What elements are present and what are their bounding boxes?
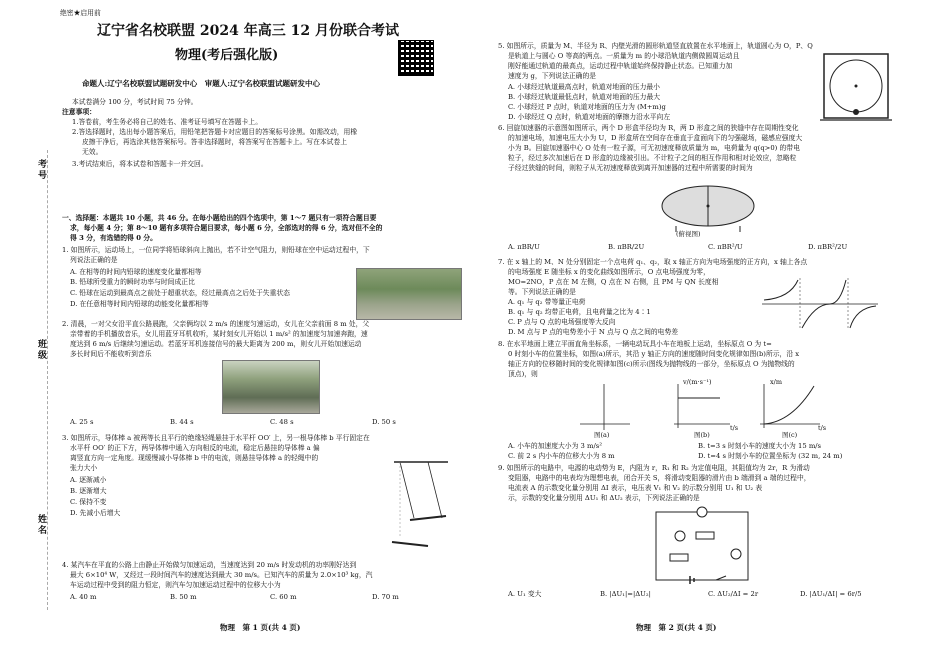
question-9-line: 电流表 A 的示数变化量分别用 ΔI 表示，电压表 V₁ 和 V₂ 的示数分别用 U₁ 和 U₂ 表 xyxy=(508,484,763,492)
question-4-option: B. 50 m xyxy=(170,593,197,601)
section-heading: 得 3 分，有选错的得 0 分。 xyxy=(70,234,157,242)
question-7-option: B. q₁ 与 q₂ 均带正电荷，且电荷量之比为 4∶1 xyxy=(508,308,651,316)
exam-title: 辽宁省名校联盟 2024 年高三 12 月份联合考试 xyxy=(97,23,399,39)
question-3-option: B. 逐渐增大 xyxy=(70,487,107,495)
question-2-option: C. 48 s xyxy=(270,418,294,426)
question-6-option: A. πBR/U xyxy=(508,243,540,251)
question-4-option: D. 70 m xyxy=(372,593,399,601)
question-6-line: 小为 B。回旋加速器中心 O 处有一粒子源，可无初速度释放质量为 m，电荷量为 q(q>0) 的带电 xyxy=(508,144,800,152)
cyclotron-caption: (俯视图) xyxy=(676,230,701,238)
question-8-option: B. t=3 s 时刻小车的速度大小为 15 m/s xyxy=(698,442,822,450)
question-7-option: A. q₁ 与 q₂ 带等量正电荷 xyxy=(508,298,586,306)
graph-b-xlabel: t/s xyxy=(730,424,739,432)
question-5-option: A. 小球经过轨道最高点时，轨道对地面的压力最小 xyxy=(508,83,660,91)
question-1-option: C. 铅球在运动到最高点之前处于超重状态，经过最高点之后处于失重状态 xyxy=(70,289,290,297)
electric-field-graph xyxy=(760,276,880,332)
question-5-option: D. 小球经过 Q 点时，轨道对地面的摩擦力沿水平向左 xyxy=(508,113,671,121)
question-6-line: 6. 回旋加速器的示意图如图所示，两个 D 形盒半径均为 R，两 D 形盒之间的狭缝中存在周期性变化 xyxy=(498,124,799,132)
question-8-option: C. 前 2 s 内小车的位移大小为 8 m xyxy=(508,452,615,460)
notes-line: 3.考试结束后，将本试卷和答题卡一并交回。 xyxy=(72,160,208,168)
exam-info: 本试卷满分 100 分，考试时间 75 分钟。 xyxy=(72,98,198,106)
question-2-line: 2. 清晨，一对父女沿平直公路晨跑，父亲俩均以 2 m/s 的速度匀速运动，女儿在父亲前面 8 m 处，父 xyxy=(62,320,370,328)
question-8-line: 8. 在水平地面上建立平面直角坐标系，一辆电动玩具小车在地板上运动，坐标原点 O 为 t= xyxy=(498,340,772,348)
side-label-name: 姓名 xyxy=(38,515,48,536)
hanging-rod-diagram xyxy=(384,456,458,554)
side-label-class: 班级 xyxy=(38,340,48,361)
question-8-option: D. t=4 s 时刻小车的位置坐标为 (32 m, 24 m) xyxy=(698,452,843,460)
notes-line: 皮擦干净后，再选涂其他答案标号。答非选择题时，将答案写在答题卡上。写在本试卷上 xyxy=(82,138,348,146)
question-1-option: B. 铅球所受重力的瞬时功率与时间成正比 xyxy=(70,278,195,286)
page-footer: 物理 第 2 页(共 4 页) xyxy=(636,623,717,632)
qr-code-icon xyxy=(398,40,434,76)
graph-b-ylabel: v/(m·s⁻¹) xyxy=(683,378,712,386)
question-9-option: B. |ΔU₁|=|ΔU₂| xyxy=(600,590,651,598)
question-9-option: D. |ΔU₁/ΔI| = 6r/5 xyxy=(800,590,862,598)
side-label-id: 考号 xyxy=(38,160,48,181)
question-5-line: 是轨道上与圆心 O 等高的两点。一质量为 m 的小球沿轨道内侧做圆周运动且 xyxy=(508,52,740,60)
question-3-option: A. 逐渐减小 xyxy=(70,476,107,484)
question-4-line: 车运动过程中受到的阻力恒定，则汽车匀加速运动过程中的位移大小为 xyxy=(70,581,281,589)
question-3-line: 水平杆 OO′ 的正下方，两导体棒中通入方向相反的电流，稳定后悬挂的导体棒 a 偏 xyxy=(70,444,320,452)
question-6-option: D. πBR²/2U xyxy=(808,243,848,251)
notes-title: 注意事项： xyxy=(62,108,96,116)
authors-line: 命题人:辽宁名校联盟试题研发中心 审题人:辽宁名校联盟试题研发中心 xyxy=(82,79,321,88)
question-3-option: C. 保持不变 xyxy=(70,498,107,506)
question-4-option: C. 60 m xyxy=(270,593,297,601)
circuit-diagram xyxy=(650,506,760,588)
motion-graphs xyxy=(570,380,830,432)
page-footer: 物理 第 1 页(共 4 页) xyxy=(220,623,301,632)
question-5-line: 5. 如图所示，质量为 M、半径为 R、内壁光滑的圆形轨道竖直放置在水平地面上，轨道圆心为 O，P、Q xyxy=(498,42,813,50)
question-1-option: A. 在相等的时间内铅球的速度变化量都相等 xyxy=(70,268,202,276)
question-5-line: 刚好能通过轨道的最高点，运动过程中轨道始终保持静止状态。已知重力加 xyxy=(508,62,733,70)
question-6-option: C. πBR²/U xyxy=(708,243,743,251)
question-9-line: 示，示数的变化量分别用 ΔU₁ 和 ΔU₂ 表示，下列说法正确的是 xyxy=(508,494,700,502)
question-5-option: B. 小球经过轨道最低点时，轨道对地面的压力最大 xyxy=(508,93,661,101)
question-8-line: 0 时刻小车的位置坐标，如图(a)所示，其沿 y 轴正方向的速度随时间变化规律如图(b)所示，沿 x xyxy=(508,350,800,358)
question-7-option: C. P 点与 Q 点的电场强度等大反向 xyxy=(508,318,616,326)
question-9-option: A. U₁ 变大 xyxy=(508,590,542,598)
question-3-line: 张力大小 xyxy=(70,464,98,472)
question-4-line: 4. 某汽车在平直的公路上由静止开始做匀加速运动，当速度达到 20 m/s 时发动机的功率刚好达到 xyxy=(62,561,357,569)
question-9-option: C. ΔU₂/ΔI = 2r xyxy=(708,590,759,598)
question-2-line: 多长时间后不能收听到音乐 xyxy=(70,350,152,358)
question-2-line: 度达到 6 m/s 后继续匀速运动。若蓝牙耳机连接信号的最大距离为 200 m，则女儿开始加速运动 xyxy=(70,340,362,348)
question-1-option: D. 在任意相等时间内铅球的动能变化量都相等 xyxy=(70,300,209,308)
graph-c-ylabel: x/m xyxy=(770,378,783,386)
section-heading: 求，每小题 4 分；第 8～10 题有多项符合题目要求，每小题 6 分，全部选对的得 6 分，选对但不全的 xyxy=(70,224,383,232)
question-9-line: 9. 如图所示的电路中，电源的电动势为 E，内阻为 r，R₁ 和 R₂ 为定值电阻，其阻值均为 2r，R 为滑动 xyxy=(498,464,810,472)
question-7-option: D. M 点与 P 点的电势差小于 N 点与 Q 点之间的电势差 xyxy=(508,328,679,336)
question-8-option: A. 小车的加速度大小为 3 m/s² xyxy=(508,442,602,450)
question-6-line: 的加速电场，加速电压大小为 U，D 形盒所在空间存在垂直于盒面向下的匀强磁场，磁感应强度大 xyxy=(508,134,803,142)
question-7-line: MO=2NO，P 点在 M 左侧，Q 点在 N 右侧，且 PM 与 QN 长度相 xyxy=(508,278,719,286)
secret-label: 绝密★启用前 xyxy=(60,9,101,17)
question-4-option: A. 40 m xyxy=(70,593,97,601)
question-1-line: 列说法正确的是 xyxy=(70,256,118,264)
question-4-line: 最大 6×10⁴ W，又经过一段时间汽车的速度达到最大 30 m/s。已知汽车的质量为 2.0×10³ kg，汽 xyxy=(70,571,373,579)
question-6-option: B. πBR/2U xyxy=(608,243,645,251)
question-7-line: 的电场强度 E 随坐标 x 的变化曲线如图所示，O 点电场强度为零， xyxy=(508,268,710,276)
section-heading: 一、选择题：本题共 10 小题，共 46 分。在每小题给出的四个选项中，第 1～7 题只有一项符合题目要 xyxy=(62,214,377,222)
notes-line: 1.答卷前，考生务必将自己的姓名、准考证号填写在答题卡上。 xyxy=(72,118,262,126)
question-8-line: 轴正方向的位移随时间的变化规律如图(c)所示(图线为抛物线的一部分，坐标原点 O 为抛物线的 xyxy=(508,360,795,368)
question-1-line: 1. 如图所示，运动场上，一位同学将铅球斜向上抛出，若不计空气阻力，则铅球在空中运动过程中，下 xyxy=(62,246,370,254)
subject-title: 物理(考后强化版) xyxy=(175,48,279,63)
question-6-line: 子经过狭缝的时间，则粒子从无初速度释放到离开加速器的过程中所需要的时间为 xyxy=(508,164,753,172)
question-3-option: D. 先减小后增大 xyxy=(70,509,121,517)
graph-c-xlabel: t/s xyxy=(818,424,827,432)
question-8-line: 顶点)，则 xyxy=(508,370,538,378)
cyclotron-diagram xyxy=(656,180,760,234)
graph-label: 图(c) xyxy=(782,431,798,439)
graph-label: 图(a) xyxy=(594,431,610,439)
question-2-option: A. 25 s xyxy=(70,418,94,426)
question-5-option: C. 小球经过 P 点时，轨道对地面的压力为 (M+m)g xyxy=(508,103,666,111)
binding-line xyxy=(47,150,49,610)
shot-put-photo xyxy=(356,268,462,320)
graph-label: 图(b) xyxy=(694,431,710,439)
question-2-option: D. 50 s xyxy=(372,418,396,426)
question-3-line: 离竖直方向一定角度。现缓慢减小导体棒 b 中的电流，则悬挂导体棒 a 的轻绳中的 xyxy=(70,454,319,462)
question-5-line: 速度为 g，下列说法正确的是 xyxy=(508,72,597,80)
question-9-line: 变阻器，电路中的电表均为理想电表，闭合开关 S，将滑动变阻器的滑片由 b 端滑到 a 端的过程中， xyxy=(508,474,811,482)
question-7-line: 7. 在 x 轴上的 M、N 处分别固定一个点电荷 q₁、q₂，取 x 轴正方向为电场强度的正方向，x 轴上各点 xyxy=(498,258,808,266)
question-6-line: 粒子，经过多次加速后在 D 形盒的边缘被引出。不计粒子之间的相互作用和相对论效应，忽略粒 xyxy=(508,154,797,162)
running-photo xyxy=(222,360,320,414)
question-2-option: B. 44 s xyxy=(170,418,194,426)
notes-line: 无效。 xyxy=(82,148,103,156)
circular-track-diagram xyxy=(820,50,892,122)
question-3-line: 3. 如图所示，导体棒 a 被两等长且平行的绝缘轻绳悬挂于水平杆 OO′ 上，另一根导体棒 b 平行固定在 xyxy=(62,434,370,442)
question-7-line: 等。下列说法正确的是 xyxy=(508,288,576,296)
notes-line: 2.答选择题时，选出每小题答案后，用铅笔把答题卡对应题目的答案标号涂黑。如需改动，用橡 xyxy=(72,128,358,136)
question-2-line: 亲带着的手机播放音乐，女儿用蓝牙耳机收听，某时刻女儿开始以 1 m/s² 的加速度匀加速奔跑，速 xyxy=(70,330,368,338)
